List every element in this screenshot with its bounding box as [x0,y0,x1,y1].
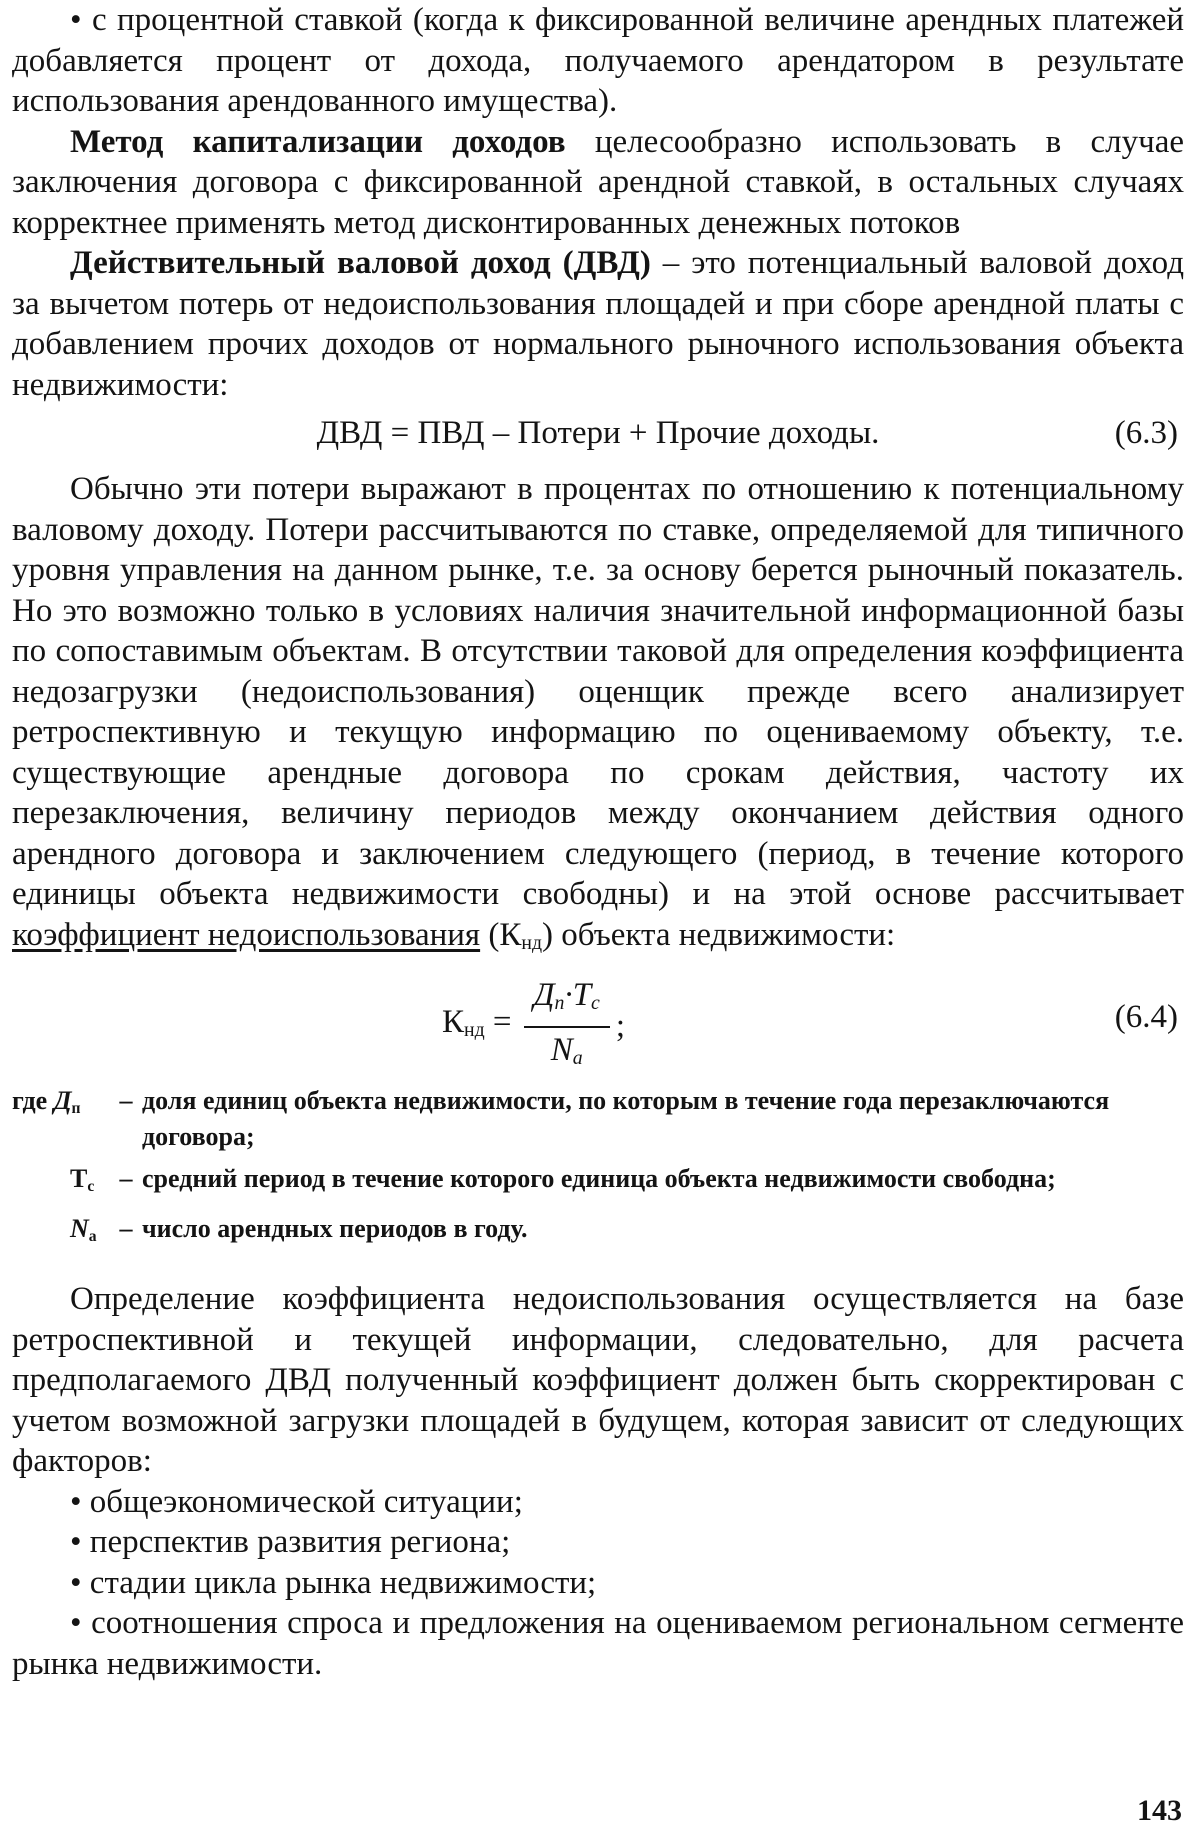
paragraph-losses-end: ) объекта недвижимости: [542,916,896,953]
definition-symbol-letter: Т [70,1164,88,1193]
symbol-subscript-nd: нд [521,931,543,954]
numerator-subscript-c: с [591,992,600,1014]
formula-6-4-number: (6.4) [1114,999,1178,1035]
variable-definitions [12,1083,1184,1255]
formula-6-3 [12,405,1184,461]
equals-sign: = [492,1004,512,1041]
definition-dash: – [119,1086,133,1115]
lhs-subscript: нд [464,1019,485,1042]
definition-symbol [12,1083,110,1127]
paragraph-determination: Определение коэффициента недоиспользования осуществляется на базе ретроспективной и текущей информации, следовательно, для расчета предполагаемого ДВД полученный коэффициент должен быть скорректирован с учетом возможной загрузки площадей в будущем, которая зависит от следующих факторов: [12,1281,1184,1479]
paragraph-capitalization-text: целесообразно использовать в случае заключения договора с фиксированной арендной ставкой, в остальных случаях корректнее применять метод дисконтированных денежных потоков [12,123,1184,241]
formula-6-3-text: ДВД = ПВД – Потери + Прочие доходы. [316,415,880,451]
formula-6-4-expression [442,975,625,1078]
definition-symbol-subscript: п [71,1100,81,1117]
definition-text: число арендных периодов в году. [142,1214,528,1243]
term-underutilization-coefficient: коэффициент недоиспользования [12,916,481,953]
definition-dash: – [119,1164,133,1193]
page-content [12,0,1184,1684]
paragraph-effective-gross-income [12,243,1184,405]
fraction [524,975,610,1078]
denominator-symbol-n: N [550,1031,573,1068]
bullet-item: • перспектив развития региона; [70,1524,511,1560]
paragraph-losses [12,469,1184,963]
numerator-subscript-p: п [554,992,565,1014]
term-effective-gross-income: Действительный валовой доход (ДВД) [70,245,651,281]
definition-symbol-subscript: с [87,1178,95,1195]
denominator-subscript-a: а [572,1046,583,1069]
multiplication-dot: · [564,977,573,1013]
numerator-symbol-t: Т [572,977,592,1013]
bullet-item: • соотношения спроса и предложения на оцениваемом региональном сегменте рынка недвижимости. [12,1605,1184,1682]
paragraph-egi-text: – это потенциальный валовой доход за вычетом потерь от недоиспользования площадей и при сборе арендной платы с добавлением прочих доходов от нормального рыночного использования объекта недвижимости: [12,245,1184,403]
definition-symbol [12,1161,110,1205]
paragraph-losses-text: Обычно эти потери выражают в процентах по отношению к потенциальному валовому доходу. Потери рассчитываются по ставке, определяемой для типичного уровня управления на данном рынке, т.е. за основу берется рыночный показатель. Но это возможно только в условиях наличия значительной информационной базы по сопоставимым объектам. В отсутствии таковой для определения коэффициента недозагрузки (недоиспользования) оценщик прежде всего анализирует ретроспективную и текущую информацию по оцениваемому объекту, т.е. существующие арендные договора по срокам действия, частоту их перезаключения, величину периодов между окончанием действия одного арендного договора и заключением следующего (период, в течение которого единицы объекта недвижимости свободны) и на этой основе рассчитывает [12,471,1184,912]
definition-row [12,1083,1184,1155]
definition-symbol [12,1211,110,1255]
page-number: 143 [1137,1794,1182,1827]
definition-symbol-subscript: а [88,1228,97,1245]
definition-row [12,1161,1184,1205]
definition-symbol-letter: N [70,1214,89,1243]
definition-dash: – [119,1214,133,1243]
formula-6-4-lhs [442,1002,512,1051]
formula-6-4-semicolon: ; [615,1008,625,1045]
formula-6-3-number: (6.3) [1114,415,1178,451]
definition-symbol-letter: Д [53,1086,72,1115]
definition-prefix: где [12,1086,54,1115]
term-capitalization-method: Метод капитализации доходов [70,123,566,160]
definition-text: средний период в течение которого единица объекта недвижимости свободна; [142,1164,1056,1193]
fraction-numerator [524,975,610,1028]
lhs-symbol: К [442,1004,465,1041]
paragraph-losses-after: (К [480,916,522,953]
definition-text: доля единиц объекта недвижимости, по которым в течение года перезаключаются договора; [142,1086,1110,1151]
formula-6-4 [12,963,1184,1083]
fraction-denominator [551,1028,583,1079]
definition-row [12,1211,1184,1255]
paragraph-capitalization-method [12,122,1184,244]
bullet-item: • общеэкономической ситуации; [70,1483,523,1520]
paragraph-interest-rate: • с процентной ставкой (когда к фиксированной величине арендных платежей добавляется процент от дохода, получаемого арендатором в результате использования арендованного имущества). [12,2,1184,119]
bullet-item: • стадии цикла рынка недвижимости; [70,1564,597,1601]
numerator-symbol-d: Д [533,977,555,1013]
